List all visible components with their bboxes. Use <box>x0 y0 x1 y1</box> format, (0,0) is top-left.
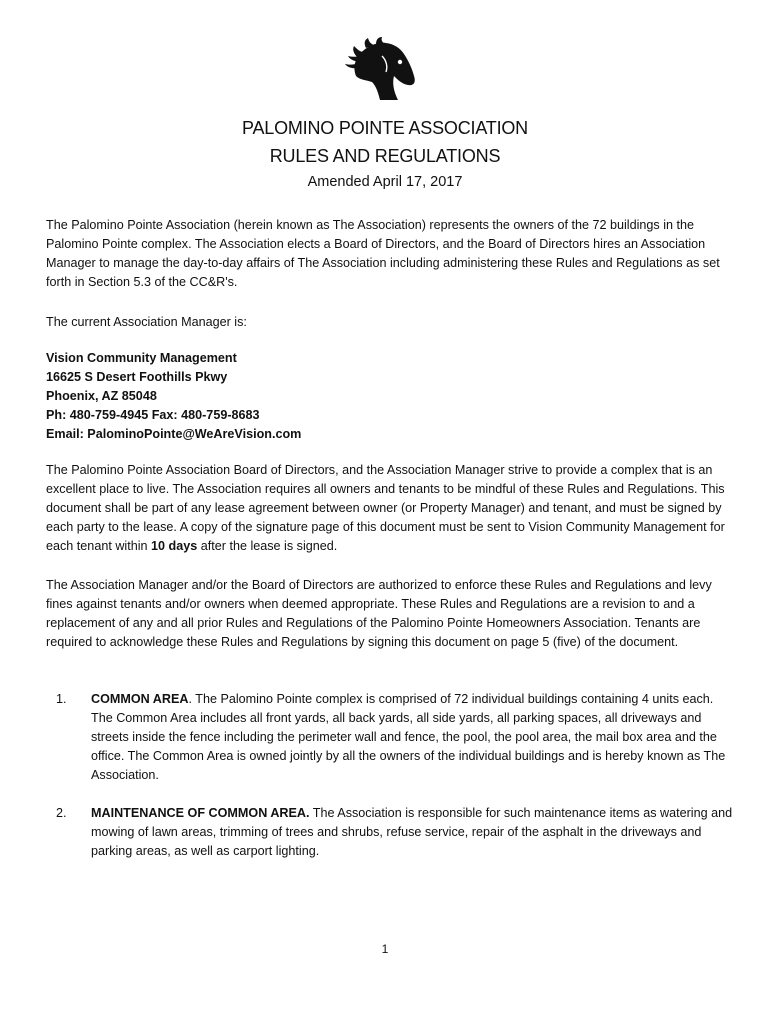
enforcement-paragraph: The Association Manager and/or the Board of Directors are authorized to enforce these Rules and Regulations and levy fines against tenants and/or owners when deemed appropriate. These Rules and Regulations are a revision to and a replacement of any and all prior Rules and Regulations of the Palomino Pointe Homeowners Association. Tenants are required to acknowledge these Rules and Regulations by signing this document on page 5 (five) of the document. <box>46 578 712 649</box>
manager-address-block <box>46 349 301 444</box>
list-heading: COMMON AREA <box>91 692 189 706</box>
lease-text-end: after the lease is signed. <box>197 539 338 553</box>
manager-intro-text: The current Association Manager is: <box>46 315 247 329</box>
manager-email: Email: PalominoPointe@WeAreVision.com <box>46 427 302 441</box>
lease-deadline: 10 days <box>151 539 198 553</box>
amended-date: Amended April 17, 2017 <box>307 174 463 190</box>
document-subtitle: RULES AND REGULATIONS <box>269 146 501 166</box>
list-number: 1. <box>56 692 67 706</box>
list-text: . The Palomino Pointe complex is comprised of 72 individual buildings containing 4 units each. The Common Area includes all front yards, all back yards, all side yards, all parking spaces, all driveways and streets inside the fence including the perimeter wall and fence, the pool, the pool area, the mail box area and the office. The Common Area is owned jointly by all the owners of the individual buildings and is hereby known as The Association. <box>91 692 726 782</box>
manager-city: Phoenix, AZ 85048 <box>46 389 157 403</box>
list-item <box>56 804 736 861</box>
lease-text-start: The Palomino Pointe Association Board of Directors, and the Association Manager strive to provide a complex that is an excellent place to live. The Association requires all owners and tenants to be mindful of these Rules and Regulations. This document shall be part of any lease agreement between owner (or Property Manager) and tenant, and must be signed by each party to the lease. A copy of the signature page of this document must be sent to Vision Community Management for each tenant within <box>46 463 725 553</box>
manager-phone-fax: Ph: 480-759-4945 Fax: 480-759-8683 <box>46 408 260 422</box>
intro-paragraph: The Palomino Pointe Association (herein known as The Association) represents the owners of the 72 buildings in the Palomino Pointe complex. The Association elects a Board of Directors, and the Board of Directors hires an Association Manager to manage the day-to-day affairs of The Association including administering these Rules and Regulations as set forth in Section 5.3 of the CC&R's. <box>46 218 720 289</box>
lease-paragraph <box>46 461 736 556</box>
list-number: 2. <box>56 806 67 820</box>
manager-name: Vision Community Management <box>46 351 237 365</box>
list-text: The Association is responsible for such maintenance items as watering and mowing of lawn areas, trimming of trees and shrubs, refuse service, repair of the asphalt in the driveways and parking areas, as well as carport lighting. <box>91 806 733 858</box>
list-item <box>56 690 736 785</box>
horse-head-logo-icon <box>342 36 422 106</box>
document-title: PALOMINO POINTE ASSOCIATION <box>242 118 528 138</box>
page-number: 1 <box>381 942 389 956</box>
list-heading: MAINTENANCE OF COMMON AREA. <box>91 806 310 820</box>
manager-street: 16625 S Desert Foothills Pkwy <box>46 370 228 384</box>
